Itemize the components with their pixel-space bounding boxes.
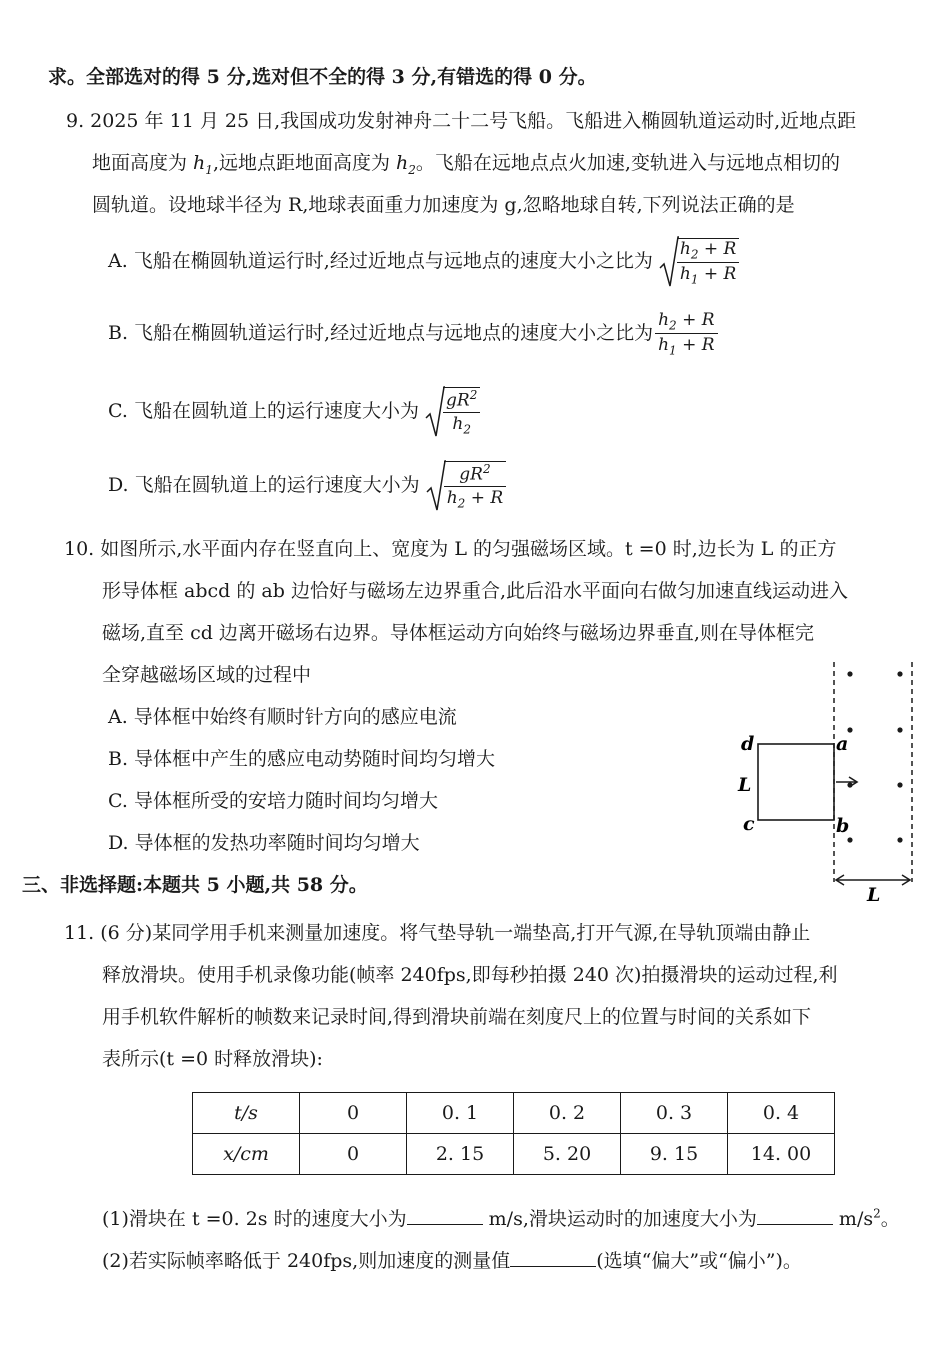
acceleration-answer-blank[interactable] — [757, 1206, 833, 1225]
table-cell: 0 — [300, 1093, 407, 1134]
radical-sign-icon — [659, 236, 679, 288]
q11-sub2-b: (选填“偏大”或“偏小”)。 — [596, 1250, 802, 1272]
table-cell: t/s — [193, 1093, 300, 1134]
velocity-answer-blank[interactable] — [407, 1206, 483, 1225]
q11-sub1-b: m/s,滑块运动时的加速度大小为 — [488, 1208, 757, 1230]
q11-line1: 11. (6 分)某同学用手机来测量加速度。将气垫导轨一端垫高,打开气源,在导轨顶端由静止 — [64, 922, 811, 944]
radical-sign-icon — [425, 386, 445, 438]
table-cell: 0. 2 — [514, 1093, 621, 1134]
table-cell: 0. 4 — [728, 1093, 835, 1134]
label-width-L: L — [867, 884, 881, 906]
q10-line4: 全穿越磁场区域的过程中 — [102, 664, 312, 686]
q9-line1: 9. 2025 年 11 月 25 日,我国成功发射神舟二十二号飞船。飞船进入椭圆轨道运动时,近地点距 — [66, 110, 857, 132]
q11-line4: 表所示(t =0 时释放滑块): — [102, 1048, 323, 1070]
q9-option-a-text: A. 飞船在椭圆轨道运行时,经过近地点与远地点的速度大小之比为 — [108, 250, 653, 272]
sqrt-fraction-a: $\frac{h_2 + R}{h_1 + R}$ — [659, 236, 741, 288]
table-cell: 0. 1 — [407, 1093, 514, 1134]
q11-line3: 用手机软件解析的帧数来记录时间,得到滑块前端在刻度尺上的位置与时间的关系如下 — [102, 1006, 812, 1028]
label-c: c — [743, 813, 755, 835]
q11-sub1-a: (1)滑块在 t =0. 2s 时的速度大小为 — [102, 1208, 407, 1230]
table-cell: 9. 15 — [621, 1134, 728, 1175]
h2-symbol: $h_2$ — [396, 152, 416, 177]
q10-line1: 10. 如图所示,水平面内存在竖直向上、宽度为 L 的匀强磁场区域。t =0 时,边长为 L 的正方 — [64, 538, 837, 560]
scoring-rule: 求。全部选对的得 5 分,选对但不全的得 3 分,有错选的得 0 分。 — [48, 66, 597, 88]
q10-option-b[interactable]: B. 导体框中产生的感应电动势随时间均匀增大 — [108, 748, 496, 770]
q9-option-c-text: C. 飞船在圆轨道上的运行速度大小为 — [108, 400, 419, 422]
table-cell: 5. 20 — [514, 1134, 621, 1175]
table-cell: x/cm — [193, 1134, 300, 1175]
q9-line3: 圆轨道。设地球半径为 R,地球表面重力加速度为 g,忽略地球自转,下列说法正确的是 — [92, 194, 795, 216]
q10-line2: 形导体框 abcd 的 ab 边恰好与磁场左边界重合,此后沿水平面向右做匀加速直线运动进入 — [102, 580, 848, 602]
q9-line2-c: 。飞船在远地点点火加速,变轨进入与远地点相切的 — [415, 152, 840, 174]
table-row — [193, 1134, 835, 1175]
q11-sub1-end: 。 — [880, 1208, 900, 1230]
q9-option-b-text: B. 飞船在椭圆轨道运行时,经过近地点与远地点的速度大小之比为 — [108, 321, 654, 344]
q9-line2-b: ,远地点距地面高度为 — [212, 152, 397, 174]
field-dots — [847, 671, 902, 842]
sqrt-fraction-d: $\frac{gR^2}{h_2 + R}$ — [426, 460, 508, 512]
radical-sign-icon — [426, 460, 446, 512]
q9-option-a[interactable] — [108, 236, 741, 288]
q10-option-c[interactable]: C. 导体框所受的安培力随时间均匀增大 — [108, 790, 438, 812]
label-b: b — [836, 815, 850, 837]
q10-option-d[interactable]: D. 导体框的发热功率随时间均匀增大 — [108, 832, 420, 854]
section-3-heading: 三、非选择题:本题共 5 小题,共 58 分。 — [22, 874, 368, 896]
q9-option-b[interactable] — [108, 310, 720, 358]
label-a: a — [836, 733, 849, 755]
q9-option-d-text: D. 飞船在圆轨道上的运行速度大小为 — [108, 474, 420, 496]
q10-line3: 磁场,直至 cd 边离开磁场右边界。导体框运动方向始终与磁场边界垂直,则在导体框完 — [102, 622, 814, 644]
table-cell: 0. 3 — [621, 1093, 728, 1134]
sqrt-fraction-c: $\frac{gR^2}{h_2}$ — [425, 386, 482, 438]
q11-sub1-sup: 2 — [873, 1206, 881, 1221]
magnetic-field-figure — [728, 660, 938, 906]
q11-sub1 — [102, 1204, 900, 1231]
table-cell: 14. 00 — [728, 1134, 835, 1175]
label-side-L: L — [738, 774, 752, 796]
fraction-b: $\frac{h_2 + R}{h_1 + R}$ — [655, 310, 717, 358]
bias-answer-blank[interactable] — [510, 1248, 596, 1267]
q9-line2-a: 地面高度为 — [92, 152, 194, 174]
table-row — [193, 1093, 835, 1134]
label-d: d — [741, 733, 755, 755]
q9-option-c[interactable] — [108, 386, 482, 438]
table-cell: 2. 15 — [407, 1134, 514, 1175]
q10-option-a[interactable]: A. 导体框中始终有顺时针方向的感应电流 — [108, 706, 457, 728]
q11-sub1-unit: m/s — [838, 1208, 874, 1230]
conductor-frame — [758, 744, 834, 820]
table-cell: 0 — [300, 1134, 407, 1175]
q11-line2: 释放滑块。使用手机录像功能(帧率 240fps,即每秒拍摄 240 次)拍摄滑块的运动过程,利 — [102, 964, 838, 986]
q9-line2 — [92, 148, 840, 177]
q11-sub2 — [102, 1246, 802, 1273]
q9-option-d[interactable] — [108, 460, 508, 512]
data-table — [192, 1092, 835, 1175]
h1-symbol: $h_1$ — [193, 152, 213, 177]
q11-sub2-a: (2)若实际帧率略低于 240fps,则加速度的测量值 — [102, 1250, 511, 1272]
